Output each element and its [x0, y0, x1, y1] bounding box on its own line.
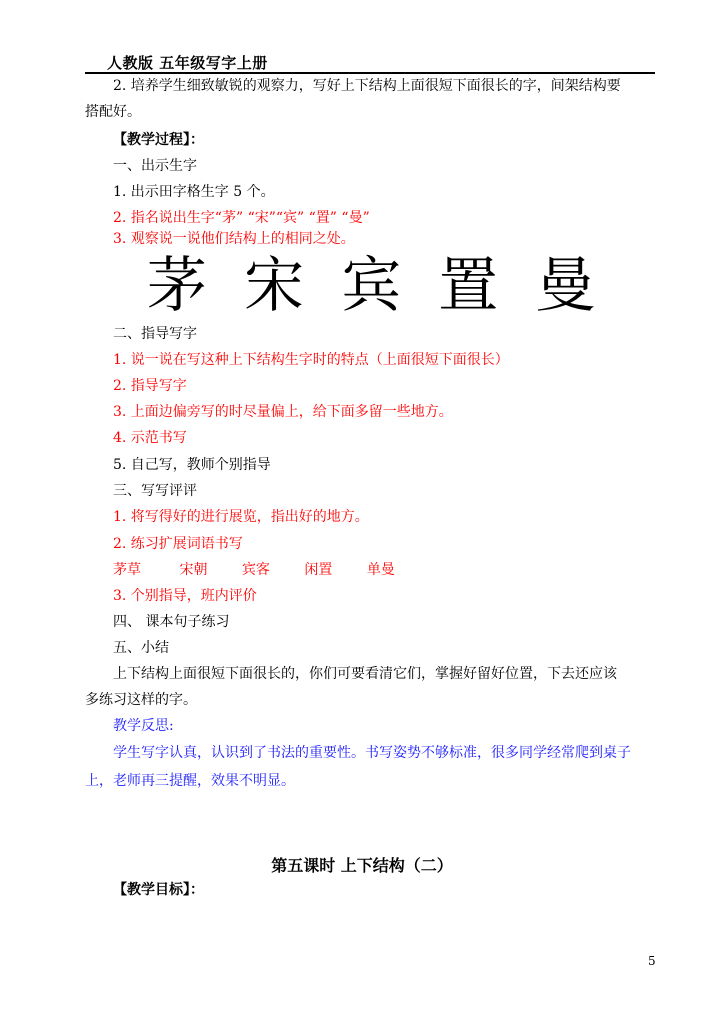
- section1-item-3: 3. 观察说一说他们结构上的相同之处。: [113, 231, 355, 247]
- big-char: 置: [438, 251, 499, 321]
- intro-line-2: 搭配好。: [85, 104, 141, 120]
- big-char: 宋: [244, 251, 305, 321]
- big-char: 曼: [535, 251, 596, 321]
- reflection-line-1: 学生写字认真，认识到了书法的重要性。书写姿势不够标准，很多同学经常爬到桌子: [113, 745, 631, 761]
- reflection-heading: 教学反思:: [113, 718, 174, 734]
- section1-item-2: 2. 指名说出生字“茅” “宋”“宾” “置” “曼”: [113, 210, 370, 226]
- word-list: [113, 561, 395, 579]
- word-item: 宋朝: [179, 562, 208, 578]
- section3-heading: 三、写写评评: [113, 483, 197, 499]
- section2-heading: 二、指导写字: [113, 326, 197, 342]
- section5-heading: 五、小结: [113, 640, 169, 656]
- section2-item-4: 4. 示范书写: [113, 430, 187, 446]
- word-item: 单曼: [366, 562, 395, 578]
- section3-item-1: 1. 将写得好的进行展览，指出好的地方。: [113, 509, 369, 525]
- summary-line-2: 多练习这样的字。: [85, 692, 197, 708]
- lesson-title: 第五课时 上下结构（二）: [271, 856, 453, 875]
- reflection-line-2: 上，老师再三提醒，效果不明显。: [85, 773, 295, 789]
- section2-item-2: 2. 指导写字: [113, 378, 187, 394]
- header-rule: [85, 72, 655, 74]
- section2-item-1: 1. 说一说在写这种上下结构生字时的特点（上面很短下面很长）: [113, 352, 509, 368]
- goal-heading: 【教学目标】：: [113, 882, 204, 898]
- intro-line-1: 2. 培养学生细致敏锐的观察力，写好上下结构上面很短下面很长的字，间架结构要: [113, 78, 621, 94]
- word-item: 茅草: [113, 562, 141, 578]
- page-number: 5: [648, 954, 656, 968]
- word-item: 闲置: [304, 562, 333, 578]
- word-item: 宾客: [241, 562, 270, 578]
- page-header-title: 人教版 五年级写字上册: [107, 54, 268, 72]
- section1-item-1: 1. 出示田字格生字 5 个。: [113, 184, 275, 200]
- summary-line-1: 上下结构上面很短下面很长的，你们可要看清它们，掌握好留好位置，下去还应该: [113, 666, 617, 682]
- big-char: 宾: [341, 251, 402, 321]
- process-heading: 【教学过程】：: [113, 132, 204, 148]
- section2-item-3: 3. 上面边偏旁写的时尽量偏上，给下面多留一些地方。: [113, 404, 453, 420]
- big-char: 茅: [147, 251, 207, 321]
- section4-heading: 四、 课本句子练习: [113, 614, 230, 630]
- big-characters: [138, 250, 604, 322]
- section2-item-5: 5. 自己写，教师个别指导: [113, 457, 271, 473]
- section1-heading: 一、出示生字: [113, 158, 197, 174]
- section3-item-2: 2. 练习扩展词语书写: [113, 536, 243, 552]
- section3-item-3: 3. 个别指导，班内评价: [113, 588, 257, 604]
